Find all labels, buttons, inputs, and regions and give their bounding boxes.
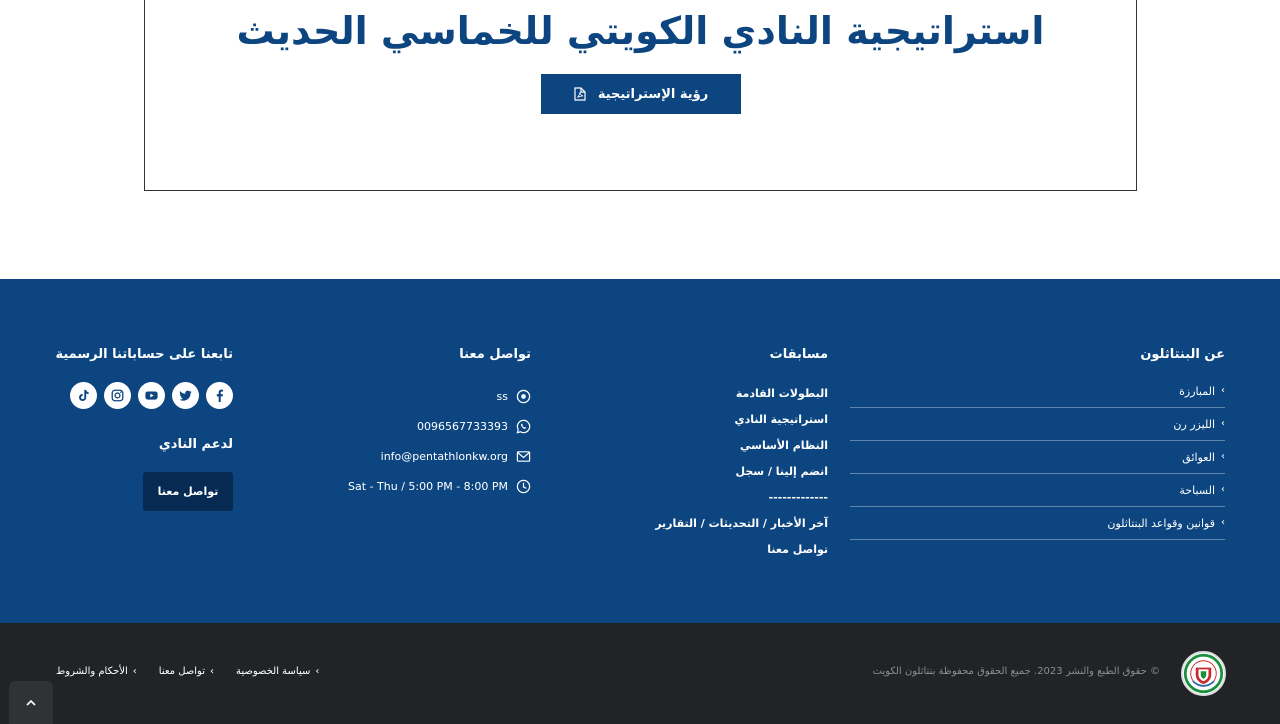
scroll-to-top-button[interactable] (9, 681, 53, 724)
chevron-icon: › (1221, 385, 1225, 396)
contact-email-value: info@pentathlonkw.org (380, 449, 508, 463)
competitions-item-bylaws[interactable]: النظام الأساسي (740, 439, 828, 452)
contact-hours-value: Sat - Thu / 5:00 PM - 8:00 PM (348, 479, 508, 493)
contact-address (348, 381, 531, 411)
chevron-icon: › (1221, 484, 1225, 495)
about-item-label: العوائق (1182, 450, 1215, 464)
whatsapp-icon (516, 419, 531, 434)
location-dot-icon (516, 389, 531, 404)
view-strategy-button[interactable] (541, 74, 741, 114)
contact-list (348, 381, 531, 501)
facebook-icon[interactable] (206, 382, 233, 409)
about-item-label: السباحة (1179, 483, 1215, 497)
copyright-text: © حقوق الطبع والنشر 2023. جميع الحقوق محفوظة بنتاثلون الكويت (872, 666, 1160, 677)
about-list (850, 375, 1225, 540)
youtube-icon[interactable] (138, 382, 165, 409)
chevron-icon: › (1221, 517, 1225, 528)
about-item-label: الليزر رن (1173, 417, 1215, 431)
about-item-swimming[interactable] (850, 474, 1225, 507)
terms-label: الأحكام والشروط (56, 666, 128, 677)
chevron-icon: › (315, 665, 320, 677)
bottom-links (56, 666, 319, 677)
strategy-title: استراتيجية النادي الكويتي للخماسي الحديث (236, 9, 1045, 53)
competitions-item-strategy[interactable]: استراتيجية النادي (734, 413, 828, 426)
about-item-laser-run[interactable] (850, 408, 1225, 441)
twitter-icon[interactable] (172, 382, 199, 409)
contact-phone[interactable] (348, 411, 531, 441)
contact-email[interactable] (348, 441, 531, 471)
privacy-policy-link[interactable] (236, 666, 319, 677)
instagram-icon[interactable] (104, 382, 131, 409)
chevron-icon: › (210, 665, 214, 677)
support-title: لدعم النادي (158, 437, 233, 452)
about-item-label: قوانين وقواعد البنتاثلون (1107, 516, 1215, 530)
competitions-item-news[interactable]: آخر الأخبار / التحديثات / التقارير (655, 517, 828, 530)
chevron-icon: › (1221, 451, 1225, 462)
competitions-list (655, 381, 828, 563)
contact-address-value: ss (496, 389, 508, 403)
competitions-item-contact[interactable]: تواصل معنا (767, 543, 828, 556)
social-title: تابعنا على حساباتنا الرسمية (55, 347, 233, 362)
tiktok-icon[interactable] (70, 382, 97, 409)
clock-icon (516, 479, 531, 494)
competitions-item-upcoming[interactable]: البطولات القادمة (735, 387, 828, 400)
about-item-fencing[interactable] (850, 375, 1225, 408)
pdf-file-icon (574, 87, 586, 101)
contact-us-link[interactable] (159, 666, 214, 677)
terms-link[interactable] (56, 666, 137, 677)
footer-bottom-bar (0, 623, 1280, 724)
about-item-label: المبارزة (1179, 384, 1215, 398)
contact-phone-value: 0096567733393 (417, 419, 508, 433)
competitions-title: مسابقات (769, 347, 828, 362)
privacy-policy-label: سياسة الخصوصية (236, 666, 311, 677)
chevron-up-icon (25, 697, 37, 709)
competitions-separator: ------------- (768, 491, 828, 504)
contact-title: تواصل معنا (459, 347, 531, 362)
footer-main (0, 279, 1280, 623)
contact-us-label: تواصل معنا (158, 666, 205, 677)
club-logo[interactable] (1181, 651, 1226, 696)
contact-hours (348, 471, 531, 501)
about-title: عن البنتاثلون (1140, 347, 1225, 362)
about-item-obstacles[interactable] (850, 441, 1225, 474)
chevron-icon: › (132, 665, 137, 677)
view-strategy-label: رؤية الإستراتيجية (597, 86, 709, 102)
support-contact-button[interactable]: تواصل معنا (143, 472, 233, 511)
about-item-rules[interactable] (850, 507, 1225, 540)
strategy-section (144, 0, 1137, 191)
envelope-icon (516, 449, 531, 464)
social-icons (70, 382, 233, 409)
chevron-icon: › (1221, 418, 1225, 429)
competitions-item-join[interactable]: انضم إلينا / سجل (735, 465, 828, 478)
